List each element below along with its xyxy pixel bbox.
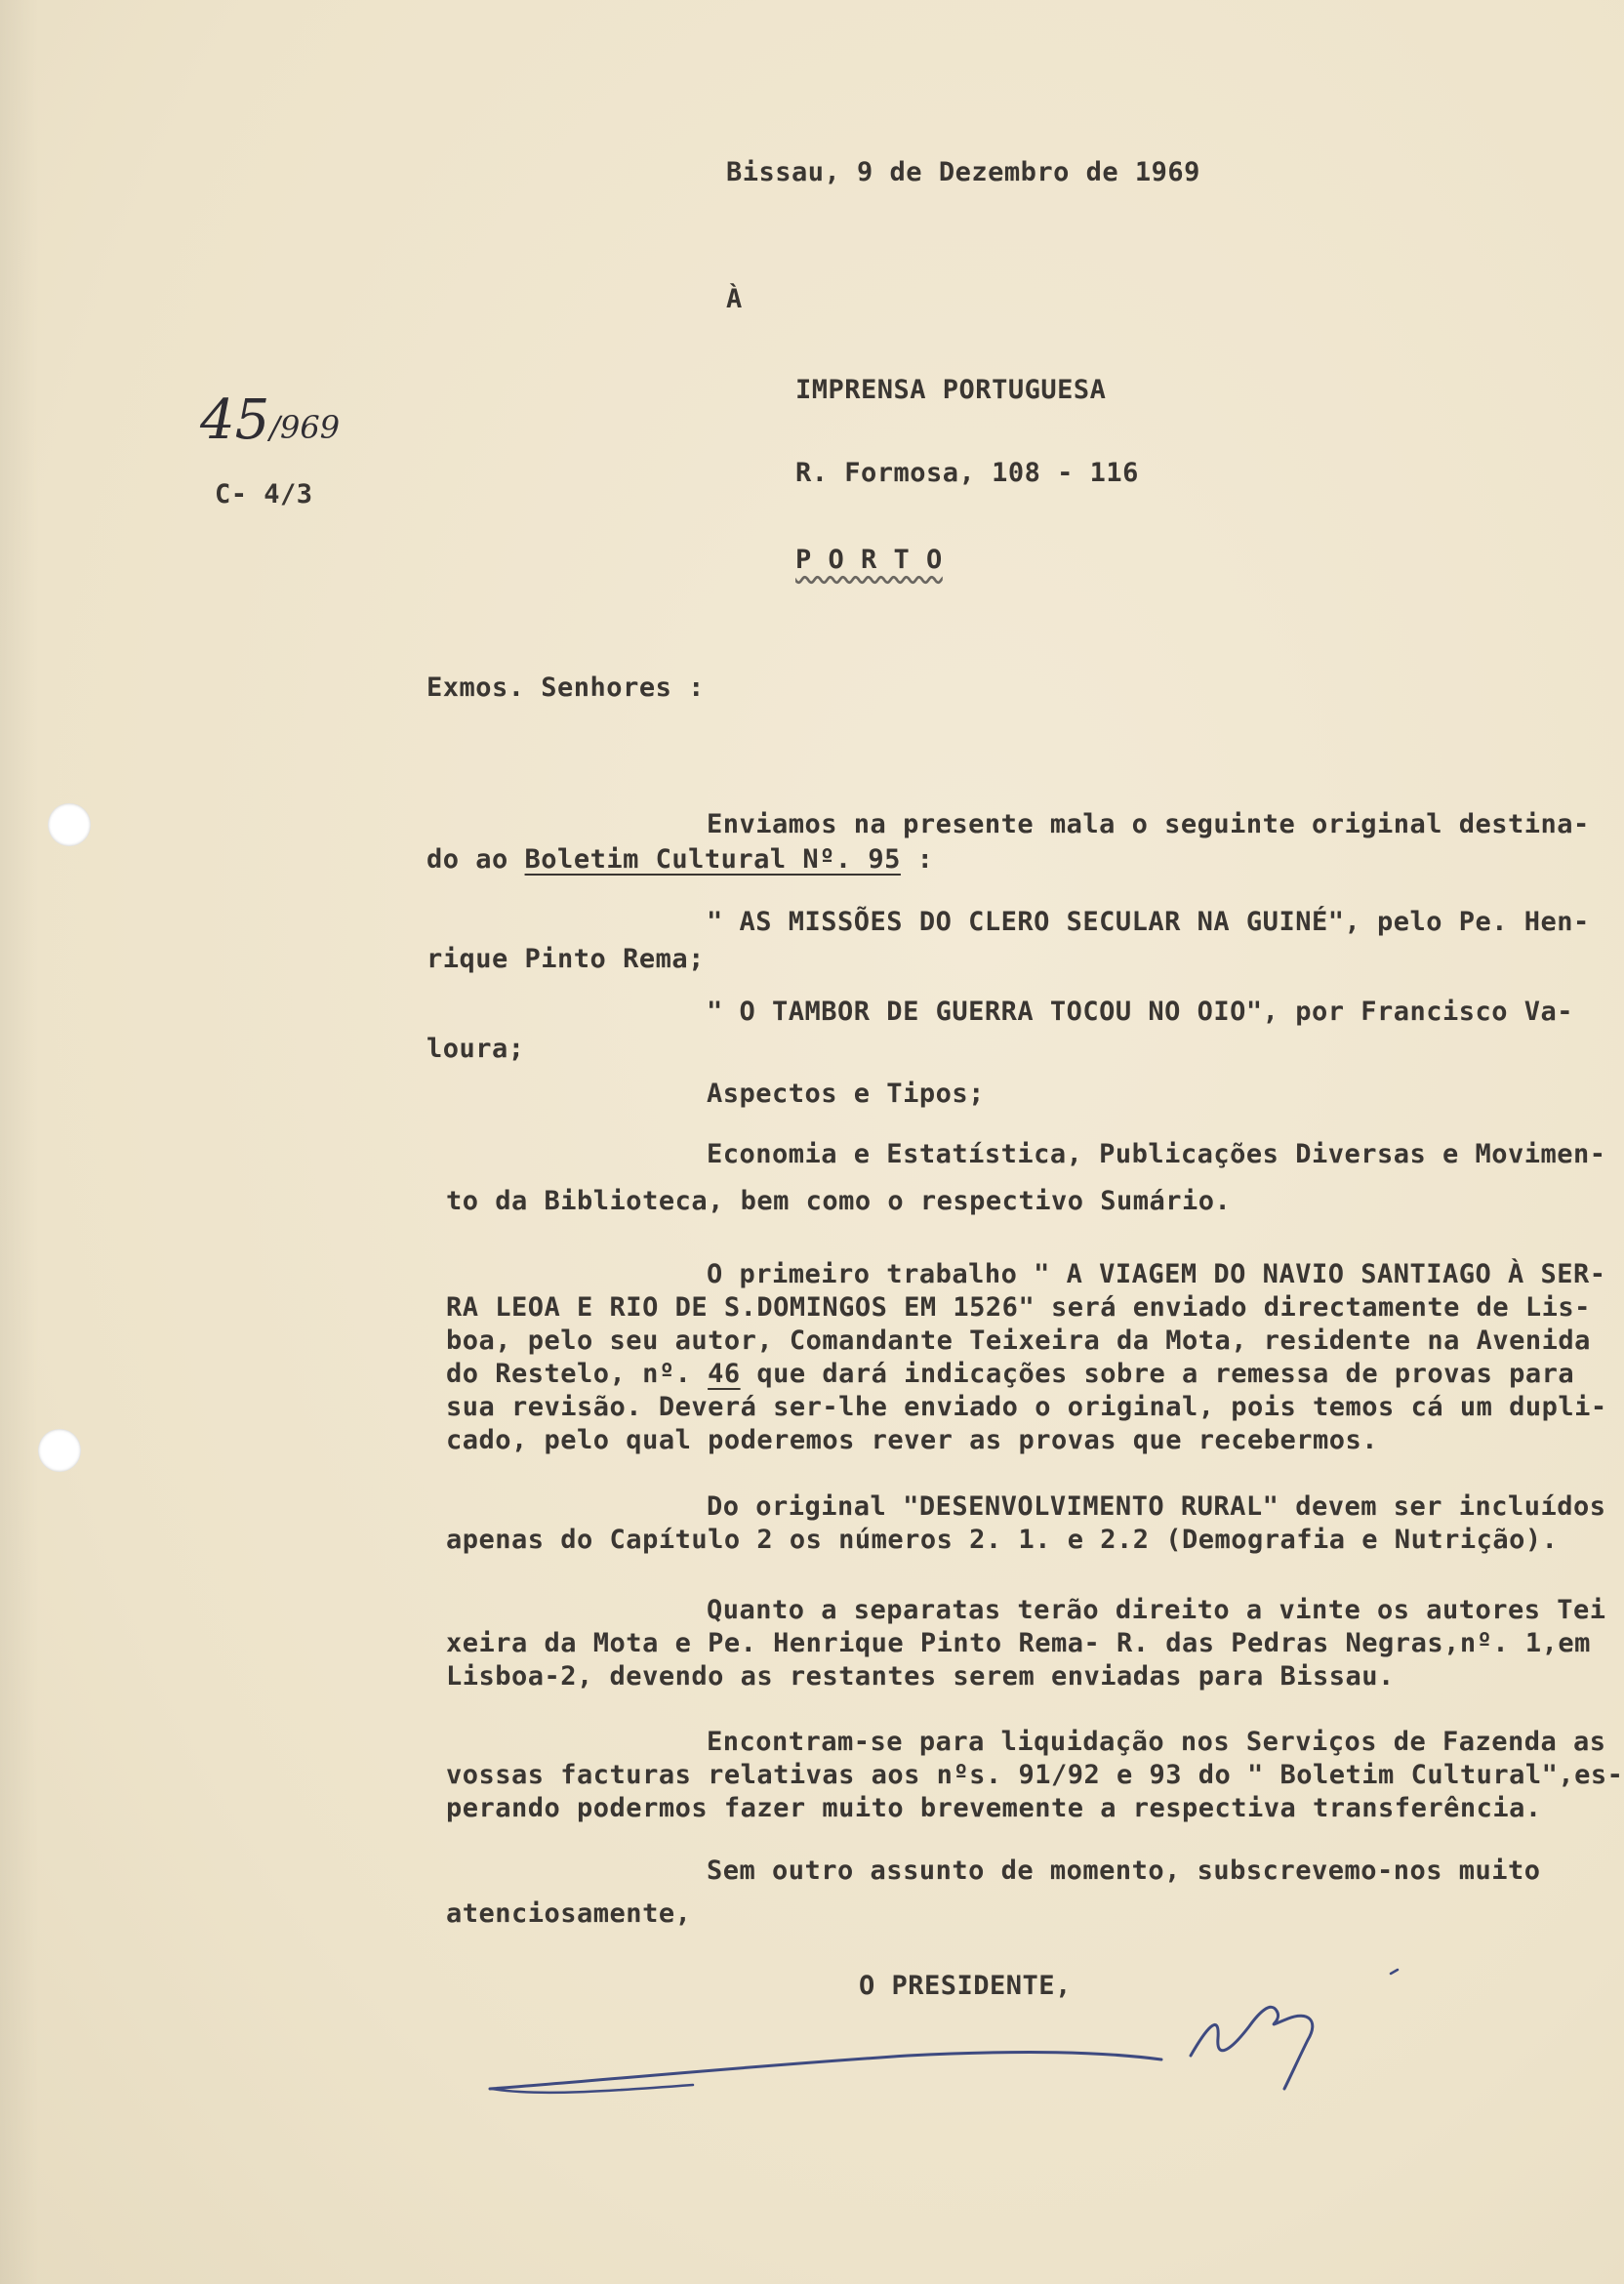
body-text: do ao bbox=[426, 844, 525, 875]
body-text: que dará indicações sobre a remessa de provas para bbox=[740, 1359, 1575, 1389]
body-line: Do original "DESENVOLVIMENTO RURAL" devem ser incluídos bbox=[707, 1491, 1606, 1522]
body-line: xeira da Mota e Pe. Henrique Pinto Rema- R. das Pedras Negras,nº. 1,em bbox=[446, 1628, 1591, 1658]
punch-hole-top bbox=[48, 803, 91, 846]
body-line: RA LEOA E RIO DE S.DOMINGOS EM 1526" será enviado directamente de Lis- bbox=[446, 1292, 1591, 1323]
body-line bbox=[426, 843, 933, 877]
bulletin-title-underlined: Boletim Cultural Nº. 95 bbox=[524, 844, 901, 875]
body-text: : bbox=[900, 844, 934, 875]
body-line: atenciosamente, bbox=[446, 1898, 692, 1929]
body-line: Lisboa-2, devendo as restantes serem enviadas para Bissau. bbox=[446, 1661, 1395, 1692]
reference-number-year: /969 bbox=[269, 409, 341, 446]
house-number-underlined: 46 bbox=[708, 1359, 741, 1389]
addressee-name: IMPRENSA PORTUGUESA bbox=[795, 375, 1107, 405]
body-line: O primeiro trabalho " A VIAGEM DO NAVIO SANTIAGO À SER- bbox=[707, 1259, 1606, 1289]
body-line: perando podermos fazer muito brevemente a respectiva transferência. bbox=[446, 1793, 1542, 1823]
handwritten-reference-number bbox=[200, 388, 340, 452]
body-line: Aspectos e Tipos; bbox=[707, 1079, 985, 1109]
signatory-title: O PRESIDENTE, bbox=[859, 1971, 1072, 2001]
body-line: cado, pelo qual poderemos rever as provas que recebermos. bbox=[446, 1425, 1379, 1455]
body-line: loura; bbox=[426, 1034, 525, 1064]
addressee-city: P O R T O bbox=[795, 545, 943, 575]
reference-number-main: 45 bbox=[200, 388, 270, 452]
body-line: rique Pinto Rema; bbox=[426, 944, 705, 974]
body-line: sua revisão. Deverá ser-lhe enviado o original, pois temos cá um dupli- bbox=[446, 1392, 1607, 1422]
body-line: Economia e Estatística, Publicações Diversas e Movimen- bbox=[707, 1139, 1606, 1169]
punch-hole-bottom bbox=[38, 1429, 81, 1472]
file-code: C- 4/3 bbox=[215, 479, 313, 510]
body-line: Enviamos na presente mala o seguinte original destina- bbox=[707, 809, 1590, 839]
body-line: apenas do Capítulo 2 os números 2. 1. e 2.2 (Demografia e Nutrição). bbox=[446, 1525, 1559, 1555]
body-line: Encontram-se para liquidação nos Serviços de Fazenda as bbox=[707, 1727, 1606, 1757]
date-line: Bissau, 9 de Dezembro de 1969 bbox=[726, 157, 1200, 187]
body-text: do Restelo, nº. bbox=[446, 1359, 709, 1389]
body-line: vossas facturas relativas aos nºs. 91/92 e 93 do " Boletim Cultural",es- bbox=[446, 1760, 1624, 1790]
body-line bbox=[446, 1358, 1574, 1391]
body-line: " O TAMBOR DE GUERRA TOCOU NO OIO", por Francisco Va- bbox=[707, 997, 1574, 1027]
addressee-street: R. Formosa, 108 - 116 bbox=[795, 458, 1139, 488]
body-line: " AS MISSÕES DO CLERO SECULAR NA GUINÉ", pelo Pe. Hen- bbox=[707, 907, 1590, 937]
body-line: boa, pelo seu autor, Comandante Teixeira da Mota, residente na Avenida bbox=[446, 1326, 1591, 1356]
addressee-prefix: À bbox=[726, 284, 743, 314]
salutation: Exmos. Senhores : bbox=[426, 673, 705, 703]
body-line: to da Biblioteca, bem como o respectivo Sumário. bbox=[446, 1186, 1232, 1216]
body-line: Quanto a separatas terão direito a vinte os autores Tei bbox=[707, 1595, 1606, 1625]
signature-scribble bbox=[478, 1962, 1415, 2118]
body-line: Sem outro assunto de momento, subscrevemo-nos muito bbox=[707, 1856, 1541, 1886]
